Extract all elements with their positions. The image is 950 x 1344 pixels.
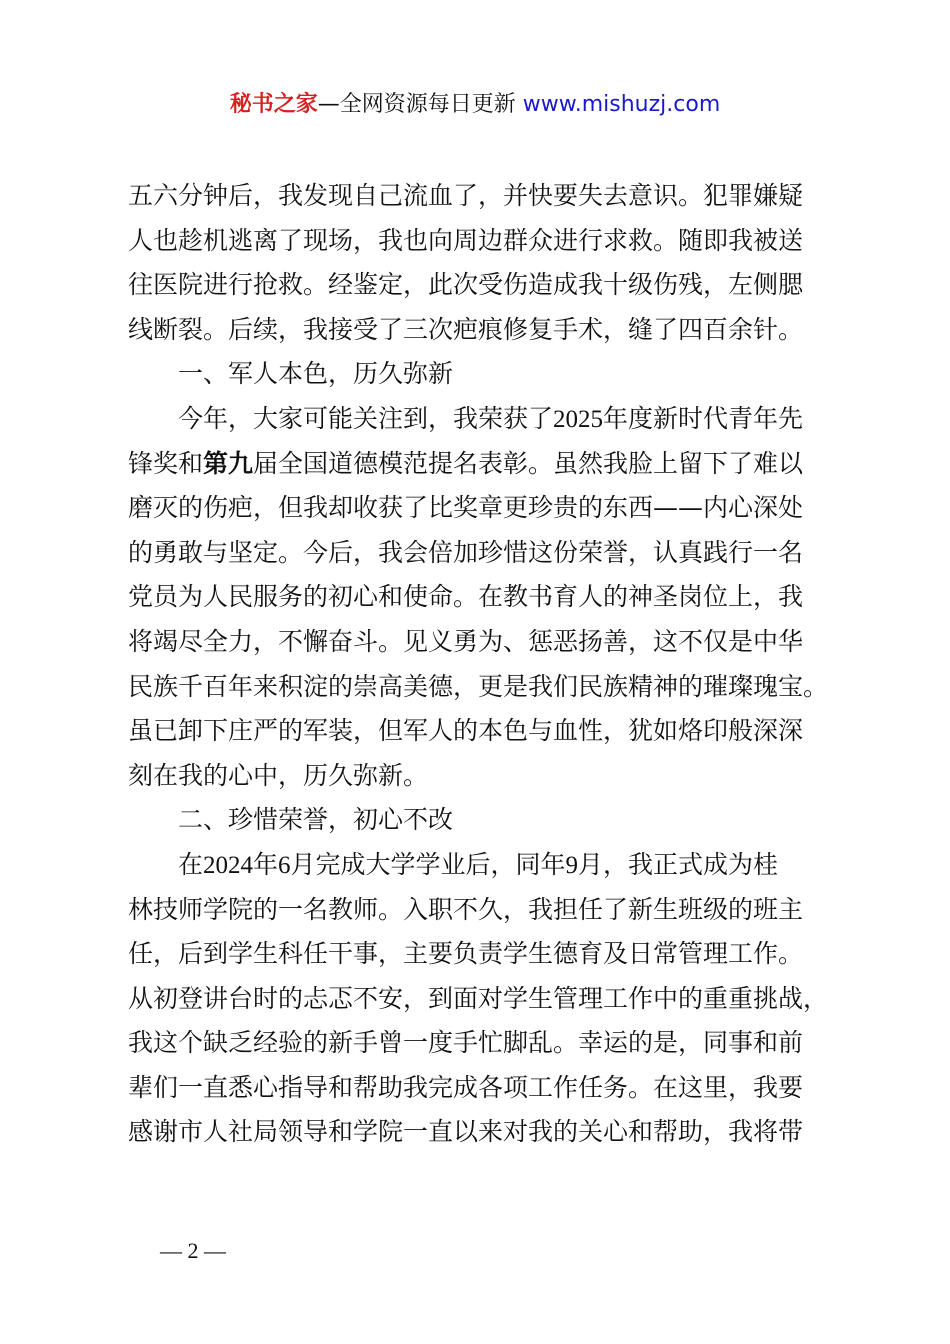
paragraph-line: 感谢市人社局领导和学院一直以来对我的关心和帮助，我将带	[128, 1117, 804, 1147]
paragraph-line: 刻在我的心中，历久弥新。	[128, 760, 429, 790]
year-number: 2024	[203, 851, 254, 879]
paragraph-line: 磨灭的伤疤，但我却收获了比奖章更珍贵的东西——内心深处	[128, 493, 804, 523]
section-heading-1: 一、军人本色，历久弥新	[178, 359, 454, 389]
paragraph-line: 辈们一直悉心指导和帮助我完成各项工作任务。在这里，我要	[128, 1072, 804, 1102]
bold-text: 第九	[203, 448, 254, 478]
paragraph-line: 林技师学院的一名教师。入职不久，我担任了新生班级的班主	[128, 894, 804, 924]
text-run: 月，我正式成为桂	[578, 849, 779, 879]
site-url-link[interactable]: www.mishuzj.com	[522, 92, 721, 117]
paragraph-line: 人也趁机逃离了现场，我也向周边群众进行求救。随即我被送	[128, 225, 804, 255]
paragraph-line: 将竭尽全力，不懈奋斗。见义勇为、惩恶扬善，这不仅是中华	[128, 626, 804, 656]
paragraph-line	[128, 442, 833, 487]
paragraph-line: 任，后到学生科任干事，主要负责学生德育及日常管理工作。	[128, 939, 804, 969]
document-body	[128, 174, 833, 1155]
site-brand: 秘书之家	[229, 92, 318, 117]
text-run: 月完成大学学业后，同年	[290, 849, 566, 879]
paragraph-line: 从初登讲台时的忐忑不安，到面对学生管理工作中的重重挑战，	[128, 983, 829, 1013]
text-run: 年度新时代青年先	[603, 403, 804, 433]
site-header	[0, 88, 950, 122]
header-tagline: 全网资源每日更新	[339, 92, 516, 117]
paragraph-line	[128, 397, 833, 442]
paragraph-line: 虽已卸下庄严的军装，但军人的本色与血性，犹如烙印般深深	[128, 716, 804, 746]
text-run: 在	[178, 849, 204, 879]
text-run: 届全国道德模范提名表彰。虽然我脸上留下了难以	[253, 448, 804, 478]
section-heading-2: 二、珍惜荣誉，初心不改	[178, 805, 454, 835]
paragraph-line: 党员为人民服务的初心和使命。在教书育人的神圣岗位上，我	[128, 582, 804, 612]
paragraph-line: 民族千百年来积淀的崇高美德，更是我们民族精神的璀璨瑰宝。	[128, 671, 829, 701]
paragraph-line: 线断裂。后续，我接受了三次疤痕修复手术，缝了四百余针。	[128, 314, 804, 344]
text-run: 今年，大家可能关注到，我荣获了	[178, 403, 554, 433]
month-number: 9	[565, 851, 579, 879]
paragraph-line	[128, 843, 833, 888]
paragraph-line: 的勇敢与坚定。今后，我会倍加珍惜这份荣誉，认真践行一名	[128, 537, 804, 567]
text-run: 年	[253, 849, 279, 879]
header-separator: —	[317, 92, 340, 117]
year-number: 2025	[553, 405, 604, 433]
page-number: — 2 —	[160, 1238, 226, 1263]
paragraph-line: 往医院进行抢救。经鉴定，此次受伤造成我十级伤残，左侧腮	[128, 270, 804, 300]
paragraph-line: 我这个缺乏经验的新手曾一度手忙脚乱。幸运的是，同事和前	[128, 1028, 804, 1058]
month-number: 6	[278, 851, 291, 879]
text-run: 锋奖和	[128, 448, 204, 478]
paragraph-line: 五六分钟后，我发现自己流血了，并快要失去意识。犯罪嫌疑	[128, 181, 804, 210]
